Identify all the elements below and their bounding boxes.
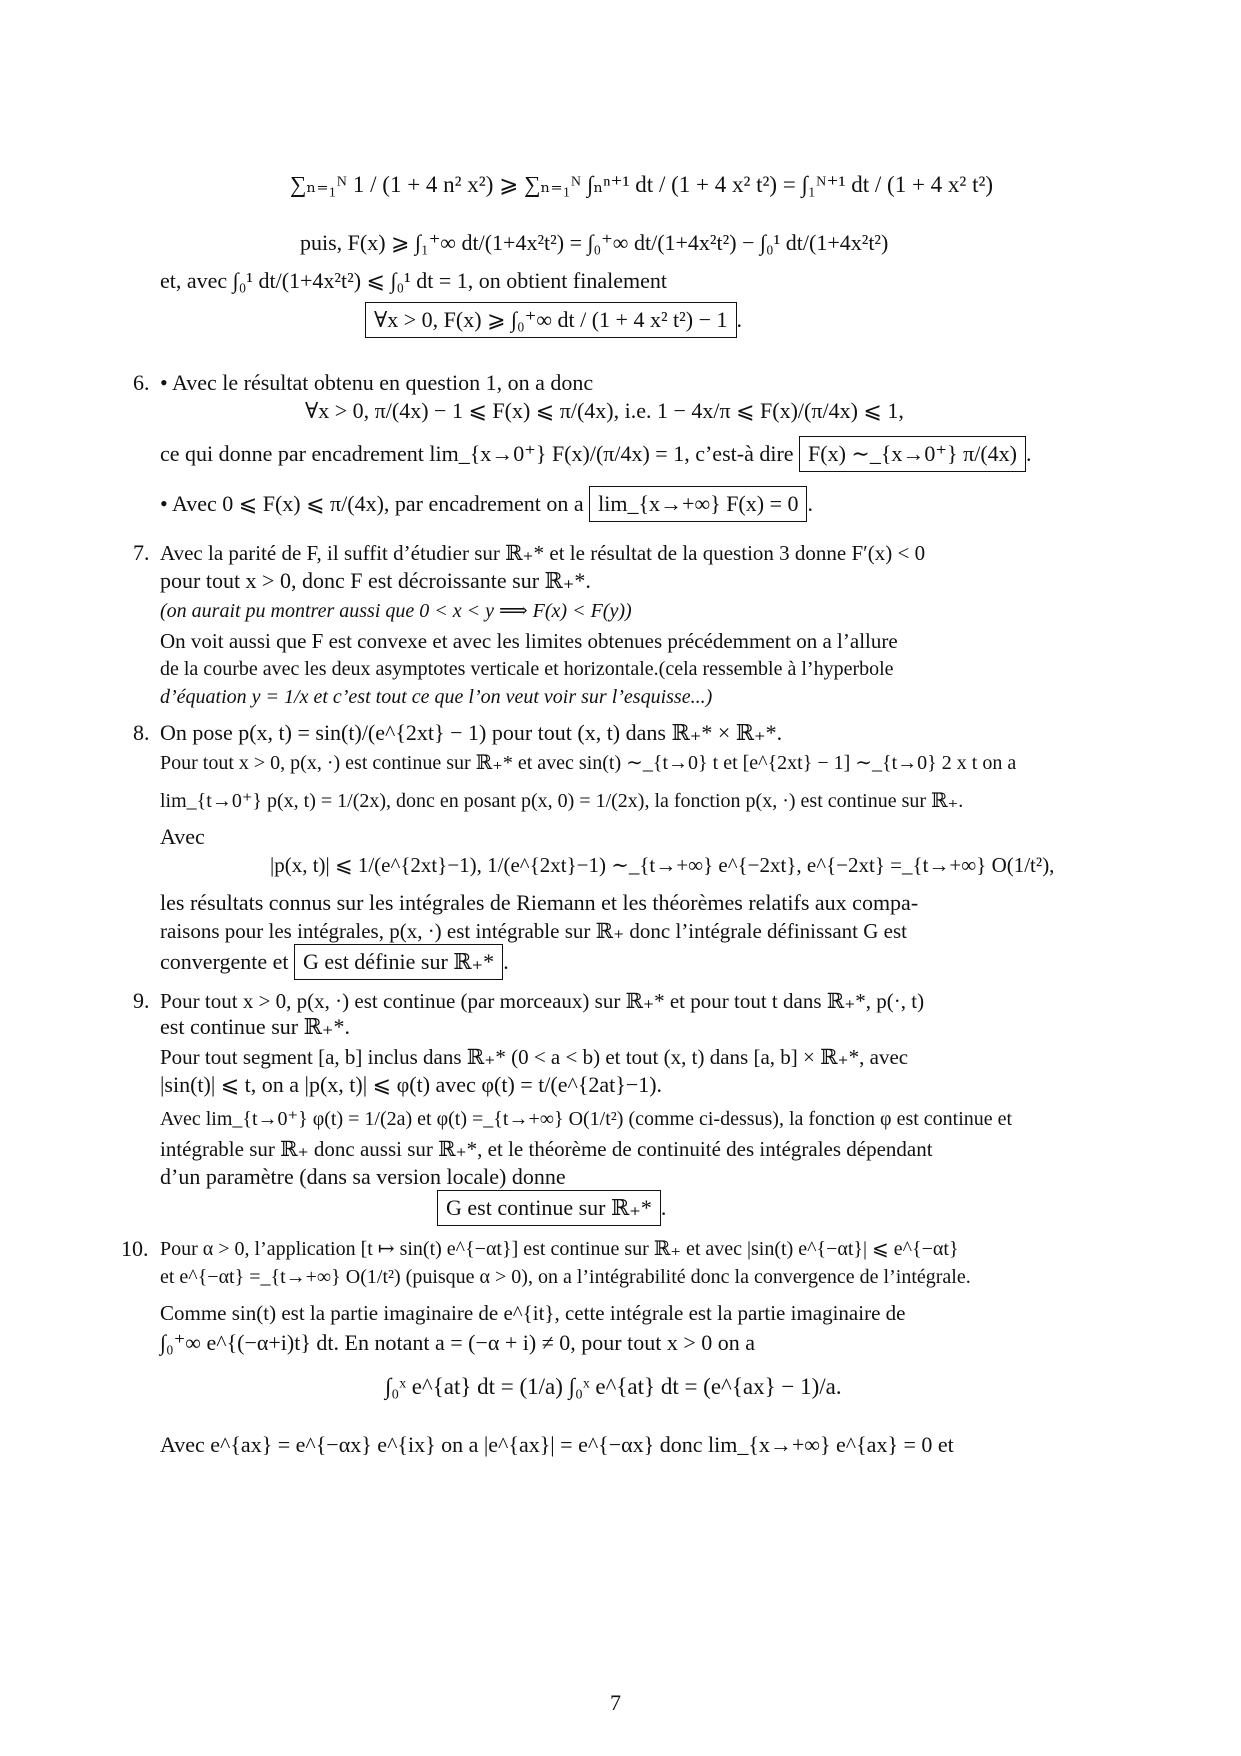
text-line: d’un paramètre (dans sa version locale) donne — [160, 1164, 566, 1189]
boxed-result-f-bound: ∀x > 0, F(x) ⩾ ∫₀⁺∞ dt / (1 + 4 x² t²) − 1 . — [365, 302, 742, 338]
text-line: les résultats connus sur les intégrales de Riemann et les théorèmes relatifs aux compa- — [160, 890, 919, 915]
text-line: Pour tout x > 0, p(x, ·) est continue sur ℝ₊* et avec sin(t) ∼_{t→0} t et [e^{2xt} − 1] ∼_{t→0} 2 x t on a — [160, 752, 1017, 774]
text-line: Avec — [160, 824, 205, 849]
text-line: raisons pour les intégrales, p(x, ·) est intégrable sur ℝ₊ donc l’intégrale définissant G est — [160, 919, 907, 943]
equation-majorations: |p(x, t)| ⩽ 1/(e^{2xt}−1), 1/(e^{2xt}−1) ∼_{t→+∞} e^{−2xt}, e^{−2xt} =_{t→+∞} O(1/t²), — [270, 853, 1055, 877]
item-number: 6. — [133, 370, 150, 395]
item-number: 7. — [133, 540, 150, 565]
equation-sum-comparison: ∑ₙ₌₁ᴺ 1 / (1 + 4 n² x²) ⩾ ∑ₙ₌₁ᴺ ∫ₙⁿ⁺¹ dt / (1 + 4 x² t²) = ∫₁ᴺ⁺¹ dt / (1 + 4 x² t²) — [290, 172, 994, 197]
text-line: et e^{−αt} =_{t→+∞} O(1/t²) (puisque α > 0), on a l’intégrabilité donc la convergence de l’intégrale. — [160, 1266, 971, 1288]
text-line: pour tout x > 0, donc F est décroissante sur ℝ₊*. — [160, 568, 591, 593]
text-line: Comme sin(t) est la partie imaginaire de e^{it}, cette intégrale est la partie imaginaire de — [160, 1301, 906, 1325]
text-line: ∫₀⁺∞ e^{(−α+i)t} dt. En notant a = (−α + i) ≠ 0, pour tout x > 0 on a — [160, 1330, 756, 1355]
page-number: 7 — [610, 1690, 621, 1715]
text-line: et, avec ∫₀¹ dt/(1+4x²t²) ⩽ ∫₀¹ dt = 1, on obtient finalement — [160, 268, 667, 293]
text-line: Avec e^{ax} = e^{−αx} e^{ix} on a |e^{ax}| = e^{−αx} donc lim_{x→+∞} e^{ax} = 0 et — [160, 1432, 954, 1457]
text-line-italic: (on aurait pu montrer aussi que 0 < x < y ⟹ F(x) < F(y)) — [160, 600, 632, 622]
text-line: de la courbe avec les deux asymptotes verticale et horizontale.(cela ressemble à l’hyperbole — [160, 658, 894, 680]
text-line: G est continue sur ℝ₊* . — [437, 1190, 666, 1226]
text-line: • Avec 0 ⩽ F(x) ⩽ π/(4x), par encadrement on a lim_{x→+∞} F(x) = 0 . — [160, 486, 813, 522]
equation-lower-bound: puis, F(x) ⩾ ∫₁⁺∞ dt/(1+4x²t²) = ∫₀⁺∞ dt/(1+4x²t²) − ∫₀¹ dt/(1+4x²t²) — [300, 230, 889, 255]
text-line: On pose p(x, t) = sin(t)/(e^{2xt} − 1) pour tout (x, t) dans ℝ₊* × ℝ₊*. — [160, 720, 783, 745]
text-line: • Avec le résultat obtenu en question 1, on a donc — [160, 370, 594, 395]
equation-encadrement: ∀x > 0, π/(4x) − 1 ⩽ F(x) ⩽ π/(4x), i.e. 1 − 4x/π ⩽ F(x)/(π/4x) ⩽ 1, — [305, 398, 904, 423]
text-line: Pour tout segment [a, b] inclus dans ℝ₊* (0 < a < b) et tout (x, t) dans [a, b] × ℝ₊*, avec — [160, 1045, 909, 1069]
text-line: Pour α > 0, l’application [t ↦ sin(t) e^{−αt}] est continue sur ℝ₊ et avec |sin(t) e^{−αt}| ⩽ e^{−αt} — [160, 1238, 959, 1260]
equation-integral-exp: ∫₀ˣ e^{at} dt = (1/a) ∫₀ˣ e^{at} dt = (e^{ax} − 1)/a. — [385, 1374, 842, 1399]
text-line: lim_{t→0⁺} p(x, t) = 1/(2x), donc en posant p(x, 0) = 1/(2x), la fonction p(x, ·) est continue sur ℝ₊. — [160, 790, 964, 812]
result-box: G est définie sur ℝ₊* — [294, 944, 503, 980]
text-line: est continue sur ℝ₊*. — [160, 1014, 350, 1039]
text-line: |sin(t)| ⩽ t, on a |p(x, t)| ⩽ φ(t) avec φ(t) = t/(e^{2at}−1). — [160, 1072, 663, 1097]
result-box: ∀x > 0, F(x) ⩾ ∫₀⁺∞ dt / (1 + 4 x² t²) − 1 — [365, 302, 737, 338]
item-number: 10. — [121, 1236, 149, 1261]
text-line: Avec lim_{t→0⁺} φ(t) = 1/(2a) et φ(t) =_{t→+∞} O(1/t²) (comme ci-dessus), la fonction φ est continue et — [160, 1108, 1013, 1130]
item-number: 9. — [133, 988, 150, 1013]
result-box: G est continue sur ℝ₊* — [437, 1190, 661, 1226]
text-line: intégrable sur ℝ₊ donc aussi sur ℝ₊*, et le théorème de continuité des intégrales dépendant — [160, 1137, 933, 1161]
text-line: On voit aussi que F est convexe et avec les limites obtenues précédemment on a l’allure — [160, 629, 898, 653]
item-number: 8. — [133, 720, 150, 745]
text-line: Avec la parité de F, il suffit d’étudier sur ℝ₊* et le résultat de la question 3 donne F′(x) < 0 — [160, 541, 926, 565]
text-line-italic: d’équation y = 1/x et c’est tout ce que l’on veut voir sur l’esquisse...) — [160, 686, 713, 708]
text-line: Pour tout x > 0, p(x, ·) est continue (par morceaux) sur ℝ₊* et pour tout t dans ℝ₊*, p(·, t) — [160, 989, 925, 1013]
result-box: lim_{x→+∞} F(x) = 0 — [589, 486, 807, 522]
text-line: convergente et G est définie sur ℝ₊* . — [160, 944, 509, 980]
text-line: ce qui donne par encadrement lim_{x→0⁺} F(x)/(π/4x) = 1, c’est-à dire F(x) ∼_{x→0⁺} π/(4x) . — [160, 436, 1031, 472]
result-box: F(x) ∼_{x→0⁺} π/(4x) — [799, 436, 1026, 472]
